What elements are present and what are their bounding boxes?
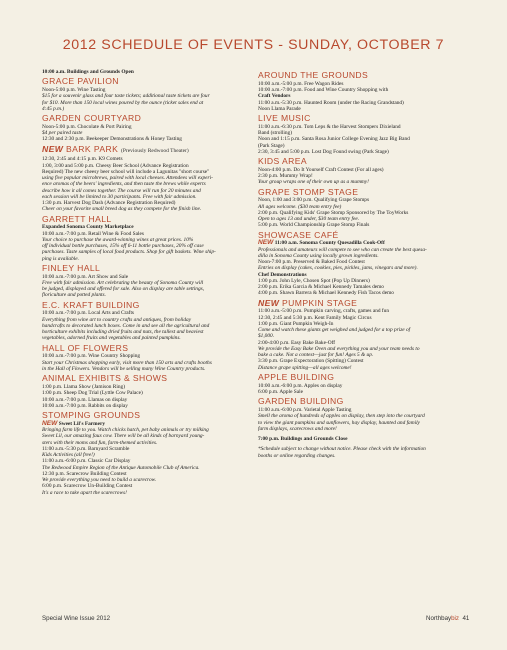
event-line: 3:30 p.m. Grape Expectoration (Spitting) Contest [258,358,364,365]
event-description: $15 for a souvenir glass and four taste tickets; additional taste tickets are four [42,93,210,100]
event-description: *Schedule subject to change without notice. Please check with the information [258,446,426,453]
brand-accent: biz [451,615,460,622]
event-description: sters with their moms and fun, farm-themed activities. [42,439,158,446]
event-line: Noon-5:00 p.m. Wine Tasting [42,87,106,94]
event-line: 6:00 p.m. Scarecrow Un-Building Contest [42,483,133,490]
event-description: ence aromas of the beers' ingredients, and then taste the brews while experts [42,181,206,188]
section-heading-text: SHOWCASE CAFÉ [258,229,339,240]
event-description: $1,000. [258,333,275,340]
event-description: farm displays, scarecrows and more! [258,425,337,432]
event-line: 10:00 a.m.-7:00 p.m. Wine Country Shopping [42,353,141,360]
event-description: Your group wraps one of their own up as a mummy! [258,179,369,186]
event-line: 11:00 a.m.-5:30 p.m. Haunted Room (under the Racing Grandstand) [258,99,404,106]
section-heading-text: STOMPING GROUNDS [42,410,141,421]
event-line: 12:30, 2:45 and 4:15 p.m. K9 Comets [42,156,123,163]
section-heading-text: HALL OF FLOWERS [42,342,129,353]
event-line: 2:30, 3:45 and 5:00 p.m. Lost Dog Found swing (Park Stage) [258,148,389,155]
event-description: Open to ages 13 and under, $30 team entry fee. [258,216,360,223]
event-line: Noon-7:00 p.m. Preserved & Baked Food Contest [258,259,365,266]
event-line: 10:00 a.m.-7:00 p.m. Retail Wine & Food Sales [42,230,144,237]
new-badge: NEW [42,143,64,154]
event-line: (Park Stage) [258,142,285,149]
section-heading-text: BARK PARK [66,143,119,154]
event-line: Expanded Sonoma County Marketplace [42,224,134,231]
event-line: 10:00 a.m.-7:00 p.m. Llamas on display [42,396,128,403]
event-description: Bringing farm life to you. Watch chicks hatch, pet baby animals or try milking [42,427,209,434]
event-line: Noon Llama Parade [258,105,301,112]
event-line: 11:00 a.m.-6:30 p.m. Tom Leps & the Harvest Stompers Dixieland [258,123,401,130]
section-heading-text: APPLE BUILDING [258,372,335,383]
event-description: The Redwood Empire Region of the Antique Automobile Club of America. [42,464,200,471]
section-heading-text: GARDEN BUILDING [258,396,344,407]
event-line: 1:00 p.m. Llama Show (Jamison Ring) [42,384,125,390]
event-line: 1:00 p.m. John Lyle, Chosen Spot (Pop Up Dinners) [258,277,370,284]
event-line: Noon-4:00 p.m. Do It Yourself Craft Contest (For all ages) [258,166,384,173]
page-number: 41 [462,615,470,622]
section-heading [42,374,250,384]
section-heading [258,71,464,81]
section-heading [258,231,464,241]
section-heading-text: KIDS AREA [258,156,307,167]
event-line: Craft Vendors [258,93,291,100]
section-heading-text: GARDEN COURTYARD [42,113,142,124]
event-description: Free with fair admission. Art celebrating the beauty of Sonoma County will [42,279,204,286]
new-badge: NEW [42,419,58,427]
section-heading-text: E.C. KRAFT BUILDING [42,299,140,310]
event-line: 10:00 a.m.-7:00 p.m. Food and Wine Country Shopping with [258,87,389,94]
event-line: 10:00 a.m.-7:00 p.m. Local Arts and Crafts [42,310,135,317]
event-line: 12:30 and 2:30 p.m. Beekeeper Demonstrations & Honey Tasting [42,136,182,143]
event-description: Sweet Lil, our amazing faux cow. There will be all kinds of barnyard young- [42,433,205,440]
event-description: vegetables, adorned fruits and vegetables and painted pumpkins. [42,335,181,342]
event-description: to view the giant pumpkins and sunflowers, hay display, haunted and family [258,419,420,426]
event-description: describe how it all comes together. The course will run for 20 minutes and [42,187,201,194]
event-description: Come and watch these giants get weighed and judged for a top prize of [258,327,411,334]
section-subtitle: (Previously Redwood Theater) [121,147,189,154]
event-description: All ages welcome. ($30 team entry fee) [258,203,342,210]
event-description: booths or online regarding changes. [258,452,336,459]
event-description: purchases. Taste samples of local food products. Shop for gift baskets. Wine ship- [42,249,216,256]
event-description: using five popular microbrews, paired with local cheeses. Attendees will experi- [42,175,213,182]
event-line: 10:00 a.m.-7:00 p.m. Art Show and Sale [42,273,129,280]
event-description: $4 per paired taste [42,130,83,137]
event-line: 4:00 p.m. Shawn Barrera & Michael Kennedy Fish Tacos demo [258,290,394,297]
section-heading [258,373,464,383]
event-description: horticulture exhibits including dried fruits and nuts, the tallest and heaviest [42,329,204,336]
event-description: dilla in Sonoma County using locally grown ingredients. [258,252,379,259]
section-heading-text: LIVE MUSIC [258,113,311,124]
event-line: 6:00 p.m. Apple Sale [258,388,303,395]
section-heading [42,264,250,274]
event-text: Sweet Lil's Farmery [58,420,106,427]
section-heading-text: FINLEY HALL [42,263,101,274]
event-description: each session will be limited to 30 participants. Free with fair admission. [42,193,197,200]
event-line: 2:30 p.m. Mummy Wrap! [258,173,313,180]
event-line: 12:30, 2:45 and 5:30 p.m. Kent Family Magic Circus [258,314,372,321]
event-line: 12:30 p.m. Scarecrow Building Contest [42,470,127,477]
event-line: 11:00 a.m.-5:30 p.m. Barnyard Scramble [42,445,130,452]
event-description: Smell the aroma of hundreds of apples on display, then step into the courtyard [258,413,425,420]
event-line: 5:00 p.m. World Championship Grape Stomp Finals [258,222,370,229]
event-line: 10:00 a.m.-5:00 p.m. Free Wagon Rides [258,80,344,87]
section-heading [42,344,250,354]
section-heading [42,301,250,311]
event-description: Your choice to purchase the award-winning wines at great prices. 10% [42,236,194,243]
event-line: Noon and 1:15 p.m. Santa Rosa Junior College Evening Jazz Big Band [258,136,410,143]
event-line: 10:00 a.m. Buildings and Grounds Open [42,69,134,75]
section-heading [42,114,250,124]
event-description: in the Hall of Flowers. Vendors will be selling many Wine Country products. [42,365,206,372]
new-badge: NEW [258,297,280,308]
event-description: be judged, displayed and offered for sale. Also on display are table settings, [42,286,205,293]
brand-name: Northbay [426,615,452,622]
footer-brand [426,615,469,622]
event-description: off individual bottle purchases, 15% off 6-11 bottle purchases, 20% off case [42,243,204,250]
event-line: 1:30 p.m. Harvest Dog Dash (Advance Registration Required) [42,200,176,207]
section-heading-text: GRACE PAVILION [42,76,119,87]
event-description: floriculture and potted plants. [42,292,106,299]
event-line: 1:00 p.m. Giant Pumpkin Weigh-In [258,320,334,327]
section-heading [258,188,464,198]
event-line: Band (strolling) [258,130,292,137]
footer-publication: Special Wine Issue 2012 [42,615,111,622]
section-heading [42,77,250,87]
event-line: 11:00 a.m.-6:00 p.m. Varietal Apple Tasting [258,407,352,413]
event-line: Noon, 1:00 and 3:00 p.m. Qualifying Grape Stomps [258,197,370,204]
section-heading [42,215,250,225]
event-description: Distance grape spitting—all ages welcome! [258,364,352,371]
section-heading-text: PUMPKIN STAGE [282,297,358,308]
event-description: We provide the Easy Bake Oven and everything you and your team needs to [258,345,420,352]
event-line: 10:00 a.m.-7:00 p.m. Rabbits on display [42,402,128,409]
section-heading-text: ANIMAL EXHIBITS & SHOWS [42,373,168,384]
event-line: 11:00 a.m.-6:00 p.m. Classic Car Display [42,458,131,465]
event-description: Kids Activities (all free!) [42,452,95,459]
section-heading [258,114,464,124]
event-description: 4:45 p.m.) [42,105,65,112]
event-description: Entries on display (cakes, cookies, pies, pickles, jams, vinegars and more). [258,265,418,272]
page-title: 2012 SCHEDULE OF EVENTS - SUNDAY, OCTOBER 7 [62,37,445,53]
section-heading [258,397,464,407]
event-description: handcrafts to decorated lunch boxes. Come in and see all the agricultural and [42,322,210,329]
section-heading [258,157,464,167]
section-heading [42,145,250,157]
event-text: 11:00 a.m. Sonoma County Quesadilla Cook-Off [274,240,385,247]
right-column [258,69,464,459]
event-line: Required) The new cheesy beer school will include a Lagunitas "short course" [42,168,210,175]
section-heading [42,411,250,421]
event-line: 10:00 a.m.-6:00 p.m. Apples on display [258,382,343,389]
section-heading-text: GARRETT HALL [42,213,112,224]
section-heading [258,299,464,309]
event-description: ping is available. [42,255,79,262]
event-description: We provide everything you need to build a scarecrow. [42,477,157,484]
event-line: 2:00 p.m. Erika Garcia & Michael Kennedy Tamales demo [258,284,384,291]
event-line: 11:00 a.m.-5:00 p.m. Pumpkin carving, crafts, games and fun [258,308,389,315]
event-line: Noon-5:00 p.m. Chocolate & Port Pairing [42,123,132,130]
event-description: It's a race to take apart the scarecrows! [42,489,127,496]
event-line: Chef Demonstrations [258,271,307,278]
section-heading-text: AROUND THE GROUNDS [258,70,369,81]
event-line: 2:00 p.m. Qualifying Kids' Grape Stomp Sponsored by The ToyWorks [258,209,409,216]
left-column [42,69,250,496]
event-description: Everything from wine art to country crafts and antiques, from holiday [42,316,192,323]
event-description: for $10. More than 150 local wines poured by the ounce (ticket sales end at [42,99,204,106]
event-line: 2:00-4:00 p.m. Easy Bake Bake-Off [258,339,336,346]
event-description: Cheer on your favorite small breed dog as they compete for the finish line. [42,206,202,213]
event-description: Start your Christmas shopping early, visit more than 150 arts and crafts booths [42,359,212,366]
event-line: 7:00 p.m. Buildings and Grounds Close [258,436,348,442]
section-heading-text: GRAPE STOMP STAGE [258,186,359,197]
event-line: 1:00 p.m. Sheep Dog Trial (Lyttle Cow Palace) [42,390,143,397]
new-badge: NEW [258,239,274,247]
event-description: Professionals and amateurs will compete to see who can create the best quesa- [258,246,427,253]
event-line: 1:00, 3:00 and 5:00 p.m. Cheesy Beer School (Advance Registration [42,162,189,169]
event-description: bake a cake. Not a contest—just for fun! Ages 5 & up. [258,352,374,359]
